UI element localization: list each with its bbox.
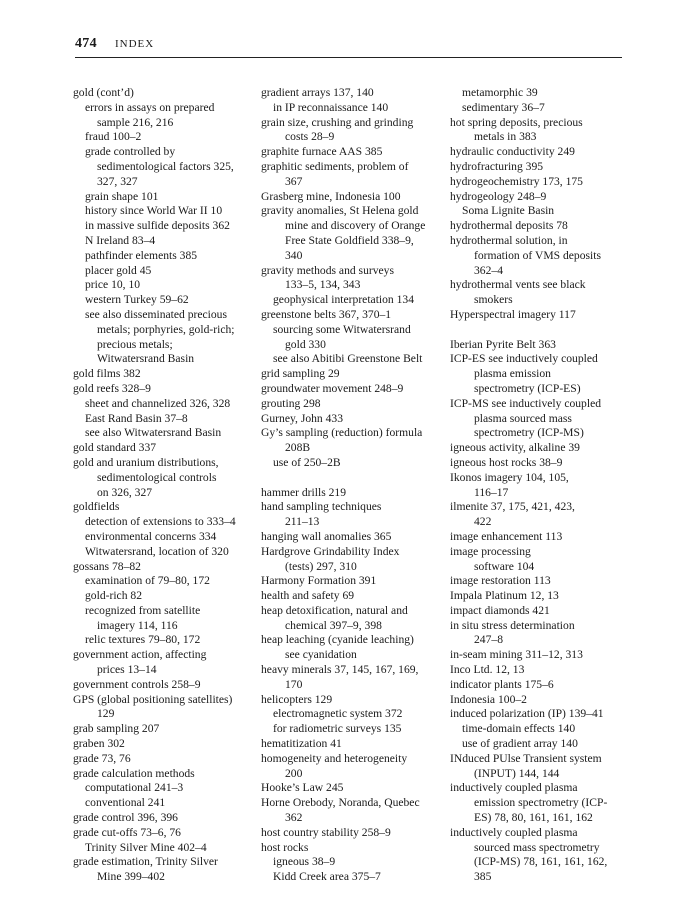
index-subentry: computational 241–3: [85, 781, 184, 795]
index-entry: inductively coupled plasma: [450, 781, 578, 795]
index-subentry: sheet and channelized 326, 328: [85, 396, 231, 410]
index-subentry: conventional 241: [85, 796, 166, 810]
index-entry-continuation: 367: [285, 174, 303, 188]
index-entry: homogeneity and heterogeneity: [261, 751, 408, 765]
index-entry: ICP-ES see inductively coupled: [450, 352, 598, 366]
index-column-right: [450, 86, 628, 885]
index-entry-continuation: 170: [285, 677, 303, 691]
index-subentry: see also Witwatersrand Basin: [85, 426, 222, 440]
index-entry: groundwater movement 248–9: [261, 381, 404, 395]
index-entry: hydrothermal vents see black: [450, 278, 586, 292]
index-entry: induced polarization (IP) 139–41: [450, 707, 604, 721]
index-entry-continuation: costs 28–9: [285, 130, 335, 144]
index-subentry: environmental concerns 334: [85, 529, 217, 543]
index-subentry: recognized from satellite: [85, 603, 201, 617]
index-subentry: price 10, 10: [85, 278, 141, 292]
index-entry: goldfields: [73, 500, 120, 514]
index-entry: Gurney, John 433: [261, 411, 344, 425]
index-entry: in situ stress determination: [450, 618, 575, 632]
index-subentry: western Turkey 59–62: [85, 293, 189, 307]
index-entry-continuation: imagery 114, 116: [97, 618, 178, 632]
index-subentry: detection of extensions to 333–4: [85, 515, 236, 529]
index-entry: government controls 258–9: [73, 677, 201, 691]
index-entry: gravity methods and surveys: [261, 263, 394, 277]
index-entry-continuation: plasma emission: [474, 367, 551, 381]
index-entry: heavy minerals 37, 145, 167, 169,: [261, 663, 419, 677]
index-entry: hydraulic conductivity 249: [450, 145, 575, 159]
index-subentry: igneous 38–9: [273, 855, 336, 869]
index-entry: grade estimation, Trinity Silver: [73, 855, 218, 869]
index-entry: Inco Ltd. 12, 13: [450, 663, 525, 677]
index-entry: government action, affecting: [73, 648, 207, 662]
index-entry: gold and uranium distributions,: [73, 455, 219, 469]
index-entry: Horne Orebody, Noranda, Quebec: [261, 796, 420, 810]
index-entry-continuation: (tests) 297, 310: [285, 559, 357, 573]
index-subentry: grain shape 101: [85, 189, 159, 203]
index-entry: hydrofracturing 395: [450, 159, 544, 173]
index-entry: grade control 396, 396: [73, 811, 178, 825]
index-entry: igneous host rocks 38–9: [450, 455, 563, 469]
letter-group-gap: [450, 323, 628, 338]
index-subentry: Soma Lignite Basin: [462, 204, 555, 218]
index-subentry: in IP reconnaissance 140: [273, 100, 389, 114]
index-entry: hematitization 41: [261, 737, 342, 751]
index-entry-continuation: on 326, 327: [97, 485, 153, 499]
index-entry-continuation: software 104: [474, 559, 535, 573]
index-entry: hand sampling techniques: [261, 500, 382, 514]
index-entry: image processing: [450, 544, 531, 558]
index-entry: graphitic sediments, problem of: [261, 159, 409, 173]
index-entry-continuation: chemical 397–9, 398: [285, 618, 382, 632]
index-entry-continuation: sedimentological factors 325,: [97, 159, 234, 173]
index-subentry: Witwatersrand, location of 320: [85, 544, 229, 558]
index-entry: Harmony Formation 391: [261, 574, 377, 588]
index-entry-continuation: (INPUT) 144, 144: [474, 766, 560, 780]
index-entry: image restoration 113: [450, 574, 551, 588]
index-entry-continuation: mine and discovery of Orange: [285, 219, 426, 233]
index-entry: hydrothermal deposits 78: [450, 219, 568, 233]
index-subentry: use of gradient array 140: [462, 737, 578, 751]
index-entry-continuation: plasma sourced mass: [474, 411, 572, 425]
index-entry-continuation: spectrometry (ICP-ES): [474, 381, 581, 395]
index-entry: grab sampling 207: [73, 722, 160, 736]
index-entry-continuation: 208B: [285, 441, 311, 455]
page-header: [75, 35, 622, 58]
index-subentry: grade controlled by: [85, 145, 176, 159]
index-subentry: placer gold 45: [85, 263, 152, 277]
index-entry: health and safety 69: [261, 589, 355, 603]
index-entry-continuation: precious metals;: [97, 337, 173, 351]
index-entry-continuation: ES) 78, 80, 161, 161, 162: [474, 811, 593, 825]
index-subentry: time-domain effects 140: [462, 722, 576, 736]
index-entry-continuation: Witwatersrand Basin: [97, 352, 195, 366]
index-entry-continuation: 327, 327: [97, 174, 138, 188]
index-entry: Hardgrove Grindability Index: [261, 544, 400, 558]
index-column-middle: [261, 86, 439, 885]
index-entry-continuation: 340: [285, 248, 303, 262]
index-entry-continuation: 211–13: [285, 515, 320, 529]
index-entry: gold standard 337: [73, 441, 157, 455]
index-entry: indicator plants 175–6: [450, 677, 554, 691]
index-entry: INduced PUlse Transient system: [450, 751, 602, 765]
letter-group-gap: [261, 471, 439, 486]
index-subentry: pathfinder elements 385: [85, 248, 198, 262]
index-entry: grouting 298: [261, 396, 321, 410]
index-entry: igneous activity, alkaline 39: [450, 441, 580, 455]
index-entry: Indonesia 100–2: [450, 692, 527, 706]
index-entry: GPS (global positioning satellites): [73, 692, 233, 706]
index-entry: hydrogeology 248–9: [450, 189, 547, 203]
index-entry: host country stability 258–9: [261, 825, 391, 839]
index-entry-continuation: metals in 383: [474, 130, 537, 144]
index-entry-continuation: formation of VMS deposits: [474, 248, 601, 262]
index-entry: grid sampling 29: [261, 367, 340, 381]
index-entry: Grasberg mine, Indonesia 100: [261, 189, 401, 203]
index-entry-continuation: see cyanidation: [285, 648, 357, 662]
index-entry: helicopters 129: [261, 692, 333, 706]
index-entry: hammer drills 219: [261, 485, 347, 499]
index-entry: ilmenite 37, 175, 421, 423,: [450, 500, 575, 514]
index-subentry: sourcing some Witwatersrand: [273, 322, 411, 336]
index-entry: heap detoxification, natural and: [261, 603, 408, 617]
index-subentry: in massive sulfide deposits 362: [85, 219, 230, 233]
index-entry: graben 302: [73, 737, 125, 751]
index-entry-continuation: sedimentological controls: [97, 470, 217, 484]
index-entry: hydrothermal solution, in: [450, 233, 568, 247]
index-subentry: sedimentary 36–7: [462, 100, 545, 114]
index-entry: Hyperspectral imagery 117: [450, 307, 576, 321]
index-entry: gossans 78–82: [73, 559, 141, 573]
index-entry: Gy’s sampling (reduction) formula: [261, 426, 423, 440]
index-entry: gold reefs 328–9: [73, 381, 151, 395]
index-entry-continuation: 362: [285, 811, 303, 825]
index-entry: gradient arrays 137, 140: [261, 86, 374, 99]
index-entry-continuation: Mine 399–402: [97, 870, 165, 884]
index-entry-continuation: gold 330: [285, 337, 326, 351]
index-entry: Hooke’s Law 245: [261, 781, 344, 795]
index-entry-continuation: emission spectrometry (ICP-: [474, 796, 608, 810]
index-entry: grade calculation methods: [73, 766, 195, 780]
index-entry-continuation: (ICP-MS) 78, 161, 161, 162,: [474, 855, 608, 869]
index-subentry: history since World War II 10: [85, 204, 223, 218]
index-entry-continuation: 385: [474, 870, 492, 884]
index-entry-continuation: 133–5, 134, 343: [285, 278, 361, 292]
index-subentry: for radiometric surveys 135: [273, 722, 402, 736]
index-entry: gravity anomalies, St Helena gold: [261, 204, 419, 218]
index-entry: inductively coupled plasma: [450, 825, 578, 839]
index-entry: in-seam mining 311–12, 313: [450, 648, 583, 662]
index-subentry: see also Abitibi Greenstone Belt: [273, 352, 423, 366]
index-entry-continuation: spectrometry (ICP-MS): [474, 426, 584, 440]
index-entry-continuation: 116–17: [474, 485, 509, 499]
index-subentry: electromagnetic system 372: [273, 707, 403, 721]
index-entry: ICP-MS see inductively coupled: [450, 396, 602, 410]
index-entry: Ikonos imagery 104, 105,: [450, 470, 569, 484]
index-subentry: fraud 100–2: [85, 130, 142, 144]
index-entry: graphite furnace AAS 385: [261, 145, 383, 159]
index-subentry: gold-rich 82: [85, 589, 142, 603]
index-entry: heap leaching (cyanide leaching): [261, 633, 414, 647]
index-entry: hot spring deposits, precious: [450, 115, 583, 129]
index-subentry: see also disseminated precious: [85, 307, 227, 321]
index-entry: hydrogeochemistry 173, 175: [450, 174, 583, 188]
index-entry-continuation: sourced mass spectrometry: [474, 840, 600, 854]
index-subentry: geophysical interpretation 134: [273, 293, 415, 307]
index-subentry: Kidd Creek area 375–7: [273, 870, 381, 884]
index-entry-continuation: 247–8: [474, 633, 503, 647]
index-entry-continuation: 422: [474, 515, 492, 529]
index-entry-continuation: sample 216, 216: [97, 115, 174, 129]
index-entry: image enhancement 113: [450, 529, 563, 543]
index-entry: grade cut-offs 73–6, 76: [73, 825, 181, 839]
index-entry: grade 73, 76: [73, 751, 131, 765]
index-entry: grain size, crushing and grinding: [261, 115, 414, 129]
index-subentry: N Ireland 83–4: [85, 233, 156, 247]
index-subentry: relic textures 79–80, 172: [85, 633, 201, 647]
index-entry-continuation: Free State Goldfield 338–9,: [285, 233, 414, 247]
running-head: INDEX: [115, 38, 155, 50]
page-number: 474: [75, 36, 97, 51]
index-entry-continuation: prices 13–14: [97, 663, 157, 677]
index-entry: hanging wall anomalies 365: [261, 529, 392, 543]
index-entry: gold (cont’d): [73, 86, 134, 99]
index-subentry: examination of 79–80, 172: [85, 574, 210, 588]
index-entry: impact diamonds 421: [450, 603, 550, 617]
index-entry: greenstone belts 367, 370–1: [261, 307, 392, 321]
index-subentry: metamorphic 39: [462, 86, 538, 99]
index-subentry: Trinity Silver Mine 402–4: [85, 840, 207, 854]
index-subentry: errors in assays on prepared: [85, 100, 215, 114]
index-entry: Impala Platinum 12, 13: [450, 589, 559, 603]
index-entry-continuation: 200: [285, 766, 303, 780]
index-entry: host rocks: [261, 840, 309, 854]
index-column-left: [73, 86, 251, 885]
index-entry-continuation: 362–4: [474, 263, 503, 277]
index-entry-continuation: metals; porphyries, gold-rich;: [97, 322, 235, 336]
index-subentry: use of 250–2B: [273, 455, 341, 469]
index-entry: Iberian Pyrite Belt 363: [450, 337, 556, 351]
index-subentry: East Rand Basin 37–8: [85, 411, 188, 425]
index-entry-continuation: 129: [97, 707, 115, 721]
index-entry-continuation: smokers: [474, 293, 513, 307]
index-entry: gold films 382: [73, 367, 141, 381]
